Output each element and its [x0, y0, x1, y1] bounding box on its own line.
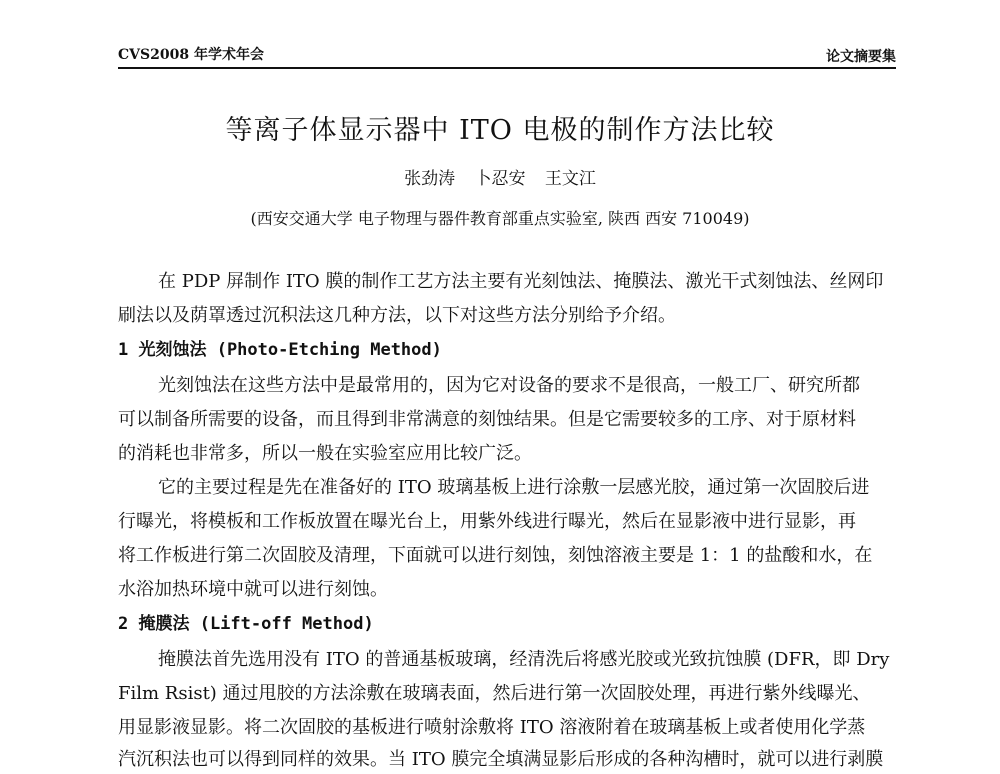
- body-line: 光刻蚀法在这些方法中是最常用的，因为它对设备的要求不是很高，一般工厂、研究所都: [158, 375, 860, 396]
- running-header: [118, 42, 896, 66]
- body-line: 用显影液显影。将二次固胶的基板进行喷射涂敷将 ITO 溶液附着在玻璃基板上或者使用化学蒸: [118, 717, 866, 738]
- body-line: 刷法以及荫罩透过沉积法这几种方法，以下对这些方法分别给予介绍。: [118, 305, 676, 326]
- body-line: 水浴加热环境中就可以进行刻蚀。: [118, 579, 388, 600]
- body-line: 掩膜法首先选用没有 ITO 的普通基板玻璃，经清洗后将感光胶或光致抗蚀膜 (DFR，即 Dry: [158, 649, 890, 670]
- section-heading-1: 1 光刻蚀法 (Photo-Etching Method): [118, 340, 442, 360]
- body-line: 行曝光，将模板和工作板放置在曝光台上，用紫外线进行曝光，然后在显影液中进行显影，再: [118, 511, 856, 532]
- section-heading-2: 2 掩膜法 (Lift-off Method): [118, 614, 374, 634]
- authors: 张劲涛 卜忍安 王文江: [404, 169, 596, 189]
- body-line: 可以制备所需要的设备，而且得到非常满意的刻蚀结果。但是它需要较多的工序、对于原材料: [118, 409, 856, 430]
- body-line: 它的主要过程是先在准备好的 ITO 玻璃基板上进行涂敷一层感光胶，通过第一次固胶后进: [158, 477, 870, 498]
- paper-title: 等离子体显示器中 ITO 电极的制作方法比较: [225, 115, 775, 146]
- body-line: 的消耗也非常多，所以一般在实验室应用比较广泛。: [118, 443, 532, 464]
- body-line: Film Rsist) 通过甩胶的方法涂敷在玻璃表面，然后进行第一次固胶处理，再进行紫外线曝光、: [118, 683, 871, 704]
- body-line: 汽沉积法也可以得到同样的效果。当 ITO 膜完全填满显影后形成的各种沟槽时，就可以进行剥膜: [118, 749, 884, 770]
- conference-name: CVS2008 年学术年会: [118, 47, 264, 63]
- affiliation: (西安交通大学 电子物理与器件教育部重点实验室, 陕西 西安 710049): [250, 209, 750, 228]
- collection-name: 论文摘要集: [826, 49, 896, 65]
- body-line: 将工作板进行第二次固胶及清理，下面就可以进行刻蚀，刻蚀溶液主要是 1：1 的盐酸和水，在: [118, 545, 873, 566]
- header-rule: [118, 67, 896, 69]
- body-line: 在 PDP 屏制作 ITO 膜的制作工艺方法主要有光刻蚀法、掩膜法、激光干式刻蚀法、丝网印: [158, 271, 884, 292]
